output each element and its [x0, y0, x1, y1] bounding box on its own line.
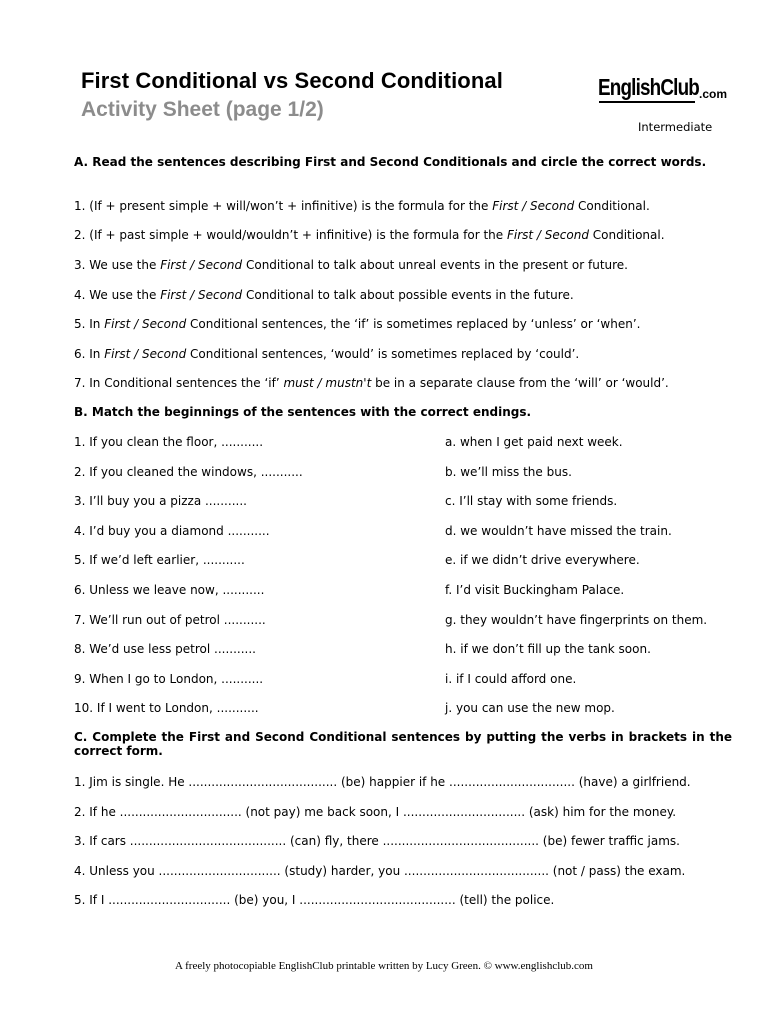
page-subtitle: Activity Sheet (page 1/2): [81, 98, 324, 121]
section-a-item: [74, 347, 579, 361]
answer-choice: must / mustn't: [283, 376, 372, 390]
answer-choice: First / Second: [104, 317, 187, 331]
item-text: Conditional to talk about unreal events in the present or future.: [242, 258, 628, 272]
sentence-beginning: 3. I’ll buy you a pizza ...........: [74, 494, 247, 509]
item-text: Conditional sentences, ‘would’ is sometimes replaced by ‘could’.: [186, 347, 580, 361]
page-title: First Conditional vs Second Conditional: [81, 68, 503, 93]
sentence-ending: g. they wouldn’t have fingerprints on them.: [445, 612, 708, 627]
item-text: 1. (If + present simple + will/won’t + infinitive) is the formula for the: [74, 199, 493, 213]
answer-choice: First / Second: [506, 228, 589, 242]
logo-text: EnglishClub: [598, 74, 700, 100]
section-a-item: [74, 228, 665, 242]
item-text: 3. We use the: [74, 258, 161, 272]
answer-choice: First / Second: [160, 288, 243, 302]
sentence-ending: a. when I get paid next week.: [445, 435, 623, 449]
sentence-ending: j. you can use the new mop.: [445, 701, 615, 716]
sentence-ending: b. we’ll miss the bus.: [445, 464, 572, 479]
item-text: 7. In Conditional sentences the ‘if’: [74, 376, 284, 390]
item-text: 5. In: [74, 317, 105, 331]
sentence-ending: e. if we didn’t drive everywhere.: [445, 553, 640, 568]
sentence-beginning: 4. I’d buy you a diamond ...........: [74, 523, 270, 538]
sentence-beginning: 1. If you clean the floor, ...........: [74, 435, 264, 449]
section-a-item: [74, 199, 650, 213]
gap-fill-item: 5. If I ................................ (be) you, I ......................................... (tell) the police.: [74, 893, 555, 907]
logo-underline: [599, 101, 695, 103]
sentence-ending: d. we wouldn’t have missed the train.: [445, 523, 672, 538]
sentence-beginning: 8. We’d use less petrol ...........: [74, 642, 256, 657]
footer-credit: A freely photocopiable EnglishClub printable written by Lucy Green. © www.englishclub.com: [175, 960, 593, 972]
section-a-item: [74, 258, 628, 272]
answer-choice: First / Second: [160, 258, 243, 272]
section-c-heading: C. Complete the First and Second Conditional sentences by putting the verbs in brackets in the correct form.: [74, 730, 732, 758]
item-text: Conditional sentences, the ‘if’ is sometimes replaced by ‘unless’ or ‘when’.: [186, 317, 641, 331]
level-label: Intermediate: [638, 120, 713, 134]
logo-domain: .com: [699, 87, 728, 101]
gap-fill-item: 4. Unless you ................................ (study) harder, you ...................................... (not / pass) the exam.: [74, 864, 686, 878]
answer-choice: First / Second: [104, 347, 187, 361]
item-text: Conditional to talk about possible events in the future.: [242, 288, 574, 302]
answer-choice: First / Second: [492, 199, 575, 213]
item-text: 6. In: [74, 347, 105, 361]
section-a-item: [74, 376, 669, 390]
englishclub-logo: [598, 74, 728, 104]
sentence-beginning: 2. If you cleaned the windows, ...........: [74, 464, 303, 479]
sentence-beginning: 10. If I went to London, ...........: [74, 701, 259, 716]
sentence-ending: i. if I could afford one.: [445, 671, 577, 686]
sentence-ending: f. I’d visit Buckingham Palace.: [445, 583, 625, 597]
gap-fill-item: 1. Jim is single. He ....................................... (be) happier if he ................................. (have) a girlfriend.: [74, 775, 691, 789]
item-text: be in a separate clause from the ‘will’ or ‘would’.: [371, 376, 669, 390]
sentence-beginning: 7. We’ll run out of petrol ...........: [74, 612, 266, 627]
item-text: Conditional.: [574, 199, 650, 213]
sentence-ending: c. I’ll stay with some friends.: [445, 494, 618, 509]
sentence-ending: h. if we don’t fill up the tank soon.: [445, 642, 651, 657]
item-text: Conditional.: [588, 228, 665, 242]
section-b-heading: B. Match the beginnings of the sentences with the correct endings.: [74, 405, 532, 419]
section-a-item: [74, 317, 640, 331]
sentence-beginning: 5. If we’d left earlier, ...........: [74, 553, 245, 568]
section-a-item: [74, 288, 574, 302]
gap-fill-item: 2. If he ................................ (not pay) me back soon, I ................................ (ask) him for the money.: [74, 805, 677, 819]
item-text: 4. We use the: [74, 288, 161, 302]
gap-fill-item: 3. If cars ......................................... (can) fly, there ......................................... (be) fewer traffic jams.: [74, 834, 680, 848]
section-a-heading: A. Read the sentences describing First and Second Conditionals and circle the correct words.: [74, 155, 707, 169]
item-text: 2. (If + past simple + would/wouldn’t + infinitive) is the formula for the: [74, 228, 507, 242]
sentence-beginning: 6. Unless we leave now, ...........: [74, 583, 265, 597]
sentence-beginning: 9. When I go to London, ...........: [74, 671, 264, 686]
